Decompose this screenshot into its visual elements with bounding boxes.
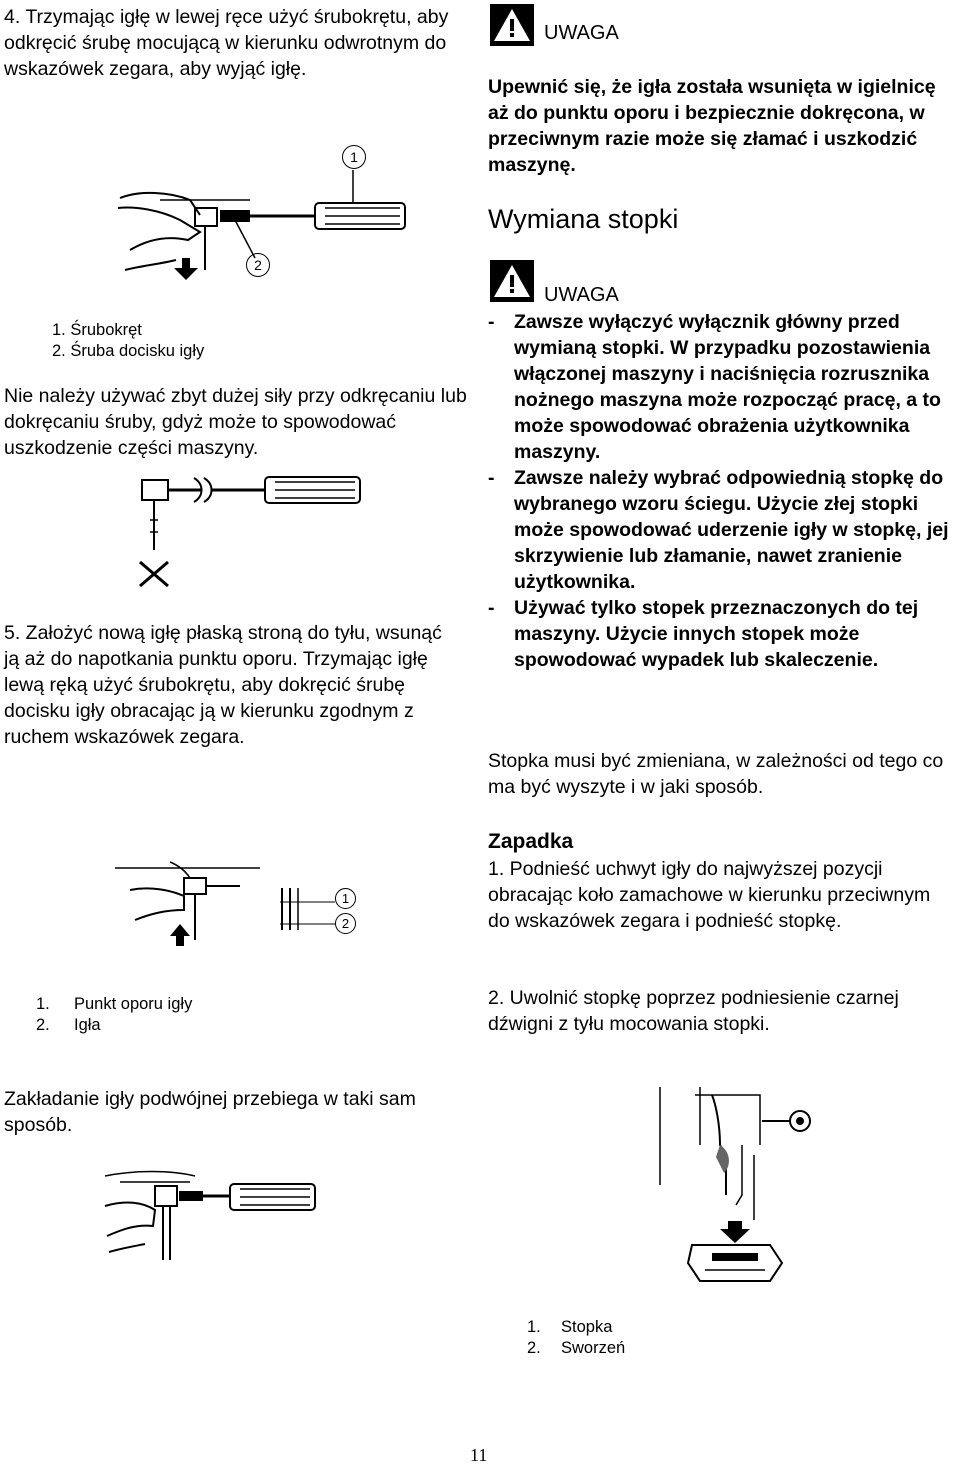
warning-icon <box>490 4 534 46</box>
caution-text: Nie należy używać zbyt dużej siły przy odkręcaniu lub dokręcaniu śruby, gdyż może to spowodować uszkodzenie części maszyny. <box>4 385 467 459</box>
label-number: 2. <box>36 1016 50 1034</box>
callout-2: 2 <box>246 253 270 277</box>
label-number: 1. <box>527 1318 541 1336</box>
warning-icon <box>490 260 534 302</box>
warning-1-text: Upewnić się, że igła została wsunięta w igielnicę aż do punktu oporu i bezpiecznie dokręcona, w przeciwnym razie może się złamać i uszkodzić maszynę. <box>488 76 936 176</box>
step-5-text: 5. Założyć nową igłę płaską stroną do tyłu, wsunąć ją aż do napotkania punktu oporu. Trzymając igłę lewą ręką użyć śrubokrętu, aby dokręcić śrubę docisku igły obracając ją w kierunku zgodnym z ruchem wskazówek zegara. <box>4 622 442 748</box>
section-title: Wymiana stopki <box>488 204 679 234</box>
figure-presser-foot <box>650 1085 825 1295</box>
warning-item: - Zawsze należy wybrać odpowiednią stopkę do wybranego wzoru ściegu. Użycie złej stopki może spowodować uderzenie igły w stopkę, jej skrzywienie lub złamanie, nawet zranienie użytkownika. <box>488 465 958 595</box>
foot-figure-label-1 <box>527 1317 613 1338</box>
subheading: Zapadka <box>488 830 574 853</box>
warning-2-title: UWAGA <box>544 284 619 306</box>
callout-2: 2 <box>335 913 356 934</box>
figure-3-label-2 <box>36 1015 101 1036</box>
step-2-text: 2. Uwolnić stopkę poprzez podniesienie czarnej dźwigni z tyłu mocowania stopki. <box>488 987 899 1035</box>
label-text: Igła <box>74 1016 101 1034</box>
warning-item: - Zawsze wyłączyć wyłącznik główny przed wymianą stopki. W przypadku pozostawienia włączonej maszyny i naciśnięcia rozrusznika nożnego maszyna może rozpocząć pracę, a to może spowodować obrażenia użytkownika maszyny. <box>488 309 958 465</box>
callout-1: 1 <box>335 888 356 909</box>
figure-twin-needle <box>95 1160 325 1270</box>
figure-1-label-1: 1. Śrubokręt <box>52 321 142 339</box>
label-number: 2. <box>527 1339 541 1357</box>
label-text: Stopka <box>561 1318 613 1336</box>
label-text: Punkt oporu igły <box>74 995 193 1013</box>
foot-intro-text: Stopka musi być zmieniana, w zależności od tego co ma być wyszyte i w jaki sposób. <box>488 750 944 798</box>
page-number: 11 <box>470 1445 488 1465</box>
warning-item: - Używać tylko stopek przeznaczonych do tej maszyny. Użycie innych stopek może spowodować wypadek lub skaleczenie. <box>488 595 958 673</box>
step-4-text: 4. Trzymając igłę w lewej ręce użyć śrubokrętu, aby odkręcić śrubę mocującą w kierunku odwrotnym do wskazówek zegara, aby wyjąć igłę. <box>4 6 449 80</box>
warning-1-title: UWAGA <box>544 22 619 44</box>
figure-3-label-1 <box>36 994 193 1015</box>
label-number: 1. <box>36 995 50 1013</box>
figure-1-label-2: 2. Śruba docisku igły <box>52 342 205 360</box>
twin-needle-text: Zakładanie igły podwójnej przebiega w taki sam sposób. <box>4 1088 416 1136</box>
step-1-text: 1. Podnieść uchwyt igły do najwyższej pozycji obracając koło zamachowe w kierunku przeciwnym do wskazówek zegara i podnieść stopkę. <box>488 858 931 932</box>
label-text: Sworzeń <box>561 1339 626 1357</box>
figure-overtighten-warning <box>132 470 372 590</box>
figure-needle-insertion <box>110 860 370 950</box>
warning-2-list <box>488 309 958 673</box>
foot-figure-label-2 <box>527 1338 626 1359</box>
callout-1: 1 <box>342 145 366 169</box>
